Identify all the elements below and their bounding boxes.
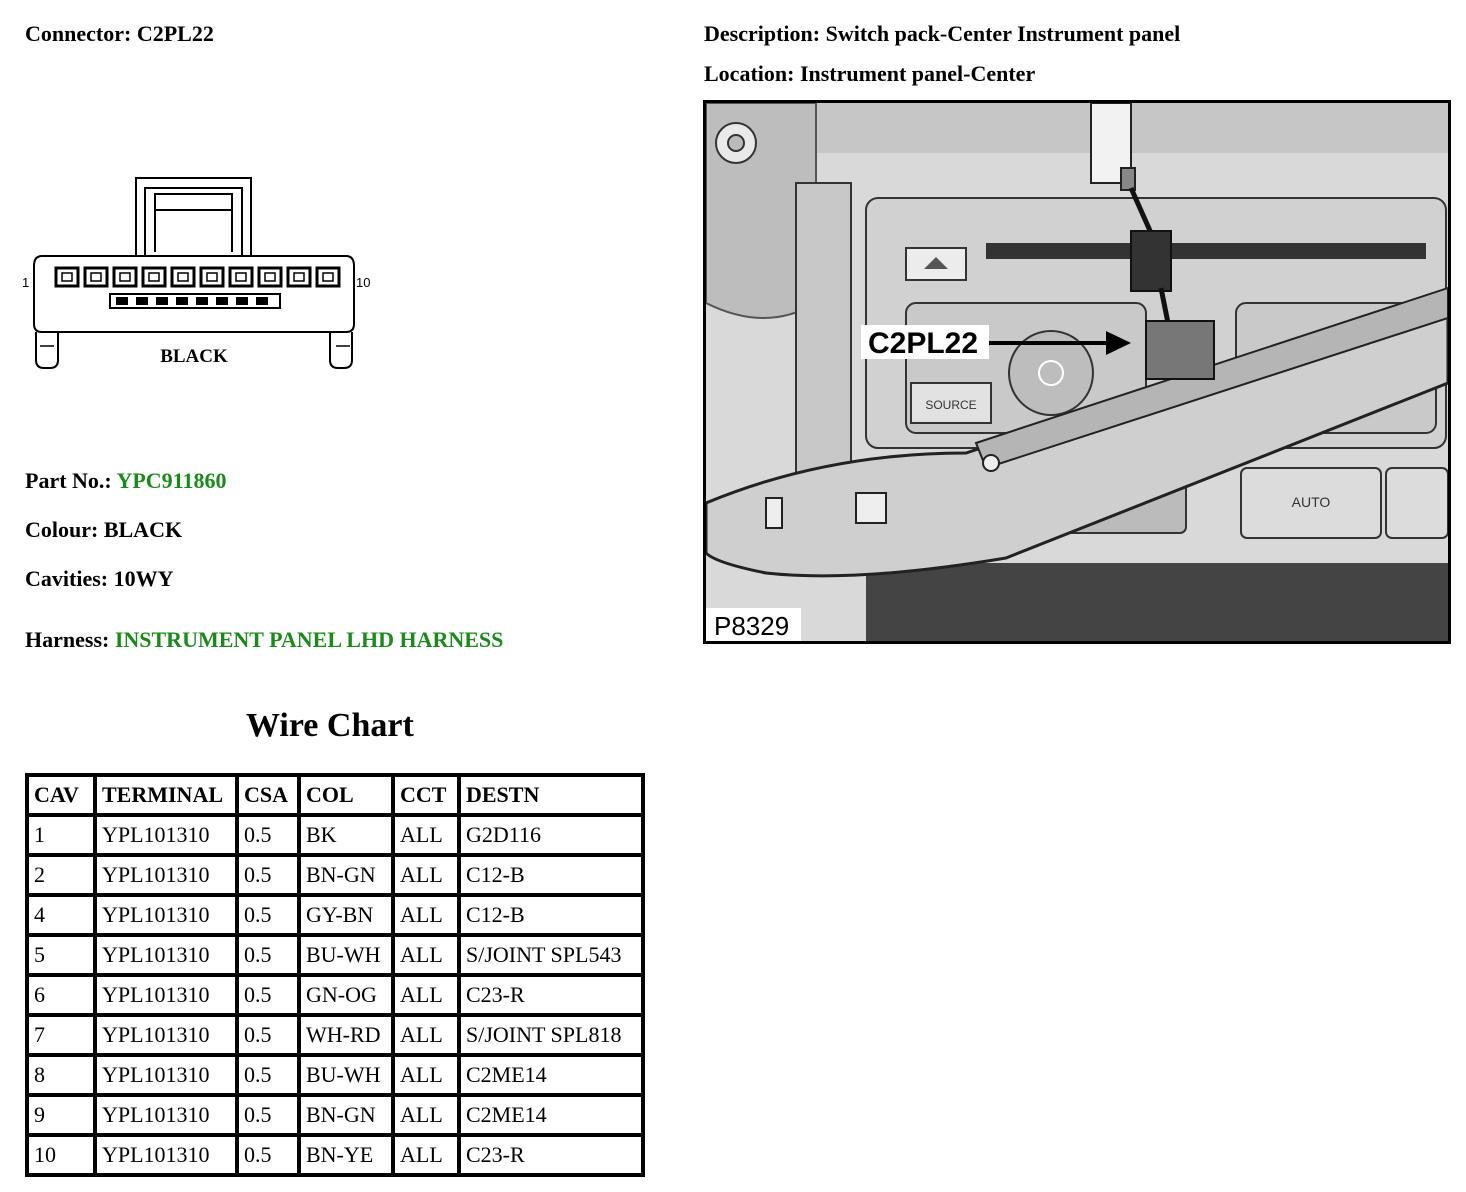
connector-label: Connector:: [25, 21, 132, 46]
cavities-label: Cavities:: [25, 566, 109, 591]
wire-chart-table: [25, 773, 645, 1177]
cell-terminal: YPL101310: [97, 857, 235, 893]
cell-cav: 2: [29, 857, 93, 893]
table-row: [29, 1097, 641, 1133]
location-line: [704, 61, 1035, 87]
cavities-value: 10WY: [113, 566, 174, 591]
cell-cav: 5: [29, 937, 93, 973]
header-csa: CSA: [239, 777, 297, 813]
header-cav: CAV: [29, 777, 93, 813]
header-cct: CCT: [395, 777, 457, 813]
cell-destn: G2D116: [461, 817, 641, 853]
colour-value: BLACK: [103, 517, 183, 542]
key-slot: [136, 297, 148, 305]
cell-terminal: YPL101310: [97, 1017, 235, 1053]
table-row: [29, 1057, 641, 1093]
cell-cav: 4: [29, 897, 93, 933]
cell-cct: ALL: [395, 977, 457, 1013]
cell-csa: 0.5: [239, 1097, 297, 1133]
cell-col: BN-GN: [301, 857, 391, 893]
cell-cav: 1: [29, 817, 93, 853]
cell-cct: ALL: [395, 1057, 457, 1093]
cavity-terminal: [207, 273, 217, 281]
cell-destn: C23-R: [461, 1137, 641, 1173]
cell-col: BK: [301, 817, 391, 853]
connector-face-diagram: [20, 170, 390, 380]
cell-terminal: YPL101310: [97, 977, 235, 1013]
header-terminal: TERMINAL: [97, 777, 235, 813]
cell-csa: 0.5: [239, 1137, 297, 1173]
location-photo: [703, 100, 1451, 644]
colour-line: [25, 517, 182, 543]
pin-10-label: 10: [356, 275, 371, 290]
cell-cct: ALL: [395, 1017, 457, 1053]
key-slot: [196, 297, 208, 305]
cell-cct: ALL: [395, 937, 457, 973]
cavity-terminal: [149, 273, 159, 281]
cavity-terminal: [120, 273, 130, 281]
wire-chart-header-row: [29, 777, 641, 813]
cell-destn: C12-B: [461, 857, 641, 893]
location-value: Instrument panel-Center: [799, 61, 1036, 86]
cavity-terminal: [323, 273, 333, 281]
cell-destn: C12-B: [461, 897, 641, 933]
cell-col: BU-WH: [301, 937, 391, 973]
cell-csa: 0.5: [239, 817, 297, 853]
cell-cav: 6: [29, 977, 93, 1013]
cell-cav: 10: [29, 1137, 93, 1173]
part-no-label: Part No.:: [25, 468, 112, 493]
cell-terminal: YPL101310: [97, 1057, 235, 1093]
description-value: Switch pack-Center Instrument panel: [825, 21, 1181, 46]
figure-id: P8329: [714, 611, 790, 641]
header-destn: DESTN: [461, 777, 641, 813]
description-label: Description:: [704, 21, 821, 46]
table-row: [29, 817, 641, 853]
cell-col: WH-RD: [301, 1017, 391, 1053]
cell-terminal: YPL101310: [97, 937, 235, 973]
cell-destn: C2ME14: [461, 1057, 641, 1093]
cavity-terminal: [294, 273, 304, 281]
key-slot: [116, 297, 128, 305]
cell-col: BN-YE: [301, 1137, 391, 1173]
cavity-terminal: [91, 273, 101, 281]
key-slot: [236, 297, 248, 305]
table-row: [29, 1017, 641, 1053]
connector-body-text: BLACK: [160, 346, 228, 367]
cell-destn: C23-R: [461, 977, 641, 1013]
cell-csa: 0.5: [239, 1057, 297, 1093]
colour-label: Colour:: [25, 517, 99, 542]
harness-link[interactable]: INSTRUMENT PANEL LHD HARNESS: [114, 627, 504, 652]
part-no-line: [25, 468, 226, 494]
auto-button-label: AUTO: [1291, 494, 1331, 510]
cell-csa: 0.5: [239, 977, 297, 1013]
cavity-row: [56, 268, 339, 286]
cell-csa: 0.5: [239, 897, 297, 933]
location-label: Location:: [704, 61, 795, 86]
key-slot: [216, 297, 228, 305]
cavities-line: [25, 566, 173, 592]
cell-cct: ALL: [395, 1097, 457, 1133]
table-row: [29, 857, 641, 893]
cell-cav: 7: [29, 1017, 93, 1053]
cell-csa: 0.5: [239, 1017, 297, 1053]
cell-terminal: YPL101310: [97, 1097, 235, 1133]
cell-cav: 9: [29, 1097, 93, 1133]
table-row: [29, 977, 641, 1013]
cell-cct: ALL: [395, 857, 457, 893]
cell-cct: ALL: [395, 897, 457, 933]
cell-col: GY-BN: [301, 897, 391, 933]
cell-col: BN-GN: [301, 1097, 391, 1133]
cell-col: GN-OG: [301, 977, 391, 1013]
cavity-terminal: [178, 273, 188, 281]
description-line: [704, 21, 1180, 47]
cell-cav: 8: [29, 1057, 93, 1093]
photo-callout-label: C2PL22: [868, 327, 979, 360]
key-slot: [156, 297, 168, 305]
cavity-terminal: [62, 273, 72, 281]
cell-destn: C2ME14: [461, 1097, 641, 1133]
pin-1-label: 1: [22, 275, 30, 290]
connector-line: [25, 21, 214, 47]
source-button-label: SOURCE: [925, 398, 977, 412]
cell-csa: 0.5: [239, 857, 297, 893]
table-row: [29, 1137, 641, 1173]
cell-terminal: YPL101310: [97, 897, 235, 933]
cell-cct: ALL: [395, 817, 457, 853]
harness-label: Harness:: [25, 627, 110, 652]
cavity-terminal: [236, 273, 246, 281]
cell-destn: S/JOINT SPL818: [461, 1017, 641, 1053]
harness-line: [25, 627, 503, 653]
key-slot: [176, 297, 188, 305]
table-row: [29, 897, 641, 933]
part-no-link[interactable]: YPC911860: [116, 468, 227, 493]
cell-cct: ALL: [395, 1137, 457, 1173]
header-col: COL: [301, 777, 391, 813]
key-slot: [256, 297, 268, 305]
cell-terminal: YPL101310: [97, 817, 235, 853]
wire-chart-title: Wire Chart: [246, 707, 414, 744]
cell-col: BU-WH: [301, 1057, 391, 1093]
cell-terminal: YPL101310: [97, 1137, 235, 1173]
connector-value: C2PL22: [136, 21, 214, 46]
cell-csa: 0.5: [239, 937, 297, 973]
cell-destn: S/JOINT SPL543: [461, 937, 641, 973]
cavity-terminal: [265, 273, 275, 281]
table-row: [29, 937, 641, 973]
